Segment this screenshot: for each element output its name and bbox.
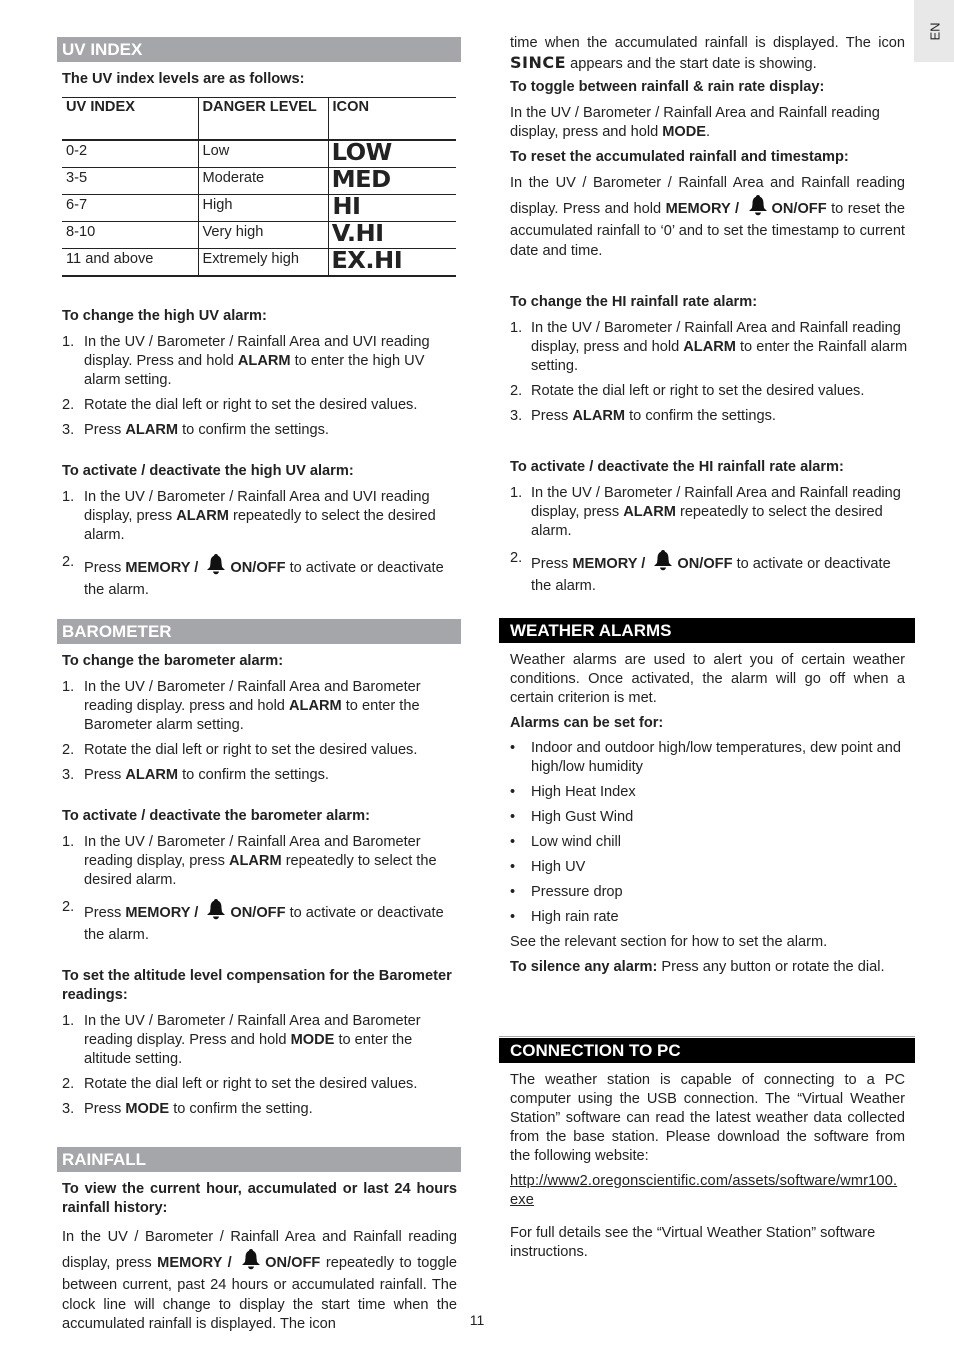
paragraph-text: Press any button or rotate the dial. xyxy=(657,959,885,975)
hi-rain-heading: To change the HI rainfall rate alarm: xyxy=(510,294,758,310)
uv-exhi-icon: EX.HI xyxy=(330,247,402,274)
step-text: In the UV / Barometer / Rainfall Area and Barometer reading display. Press and hold xyxy=(84,1013,421,1048)
uv-icon-cell xyxy=(328,167,456,194)
list-item: 2. Press MEMORY / ON/OFF to activate or deactivate the alarm. xyxy=(510,550,891,594)
list-item-text: Low wind chill xyxy=(531,834,622,850)
connection-section xyxy=(499,1036,915,1262)
list-item: 1. In the UV / Barometer / Rainfall Area and Barometer reading display. Press and hold MODE to enter the altitude setting. xyxy=(62,1013,421,1067)
uv-range: 11 and above xyxy=(62,248,198,276)
bell-icon xyxy=(652,549,674,577)
paragraph-text: appears and the start date is showing. xyxy=(566,56,817,72)
connection-note: For full details see the “Virtual Weather Station” software instructions. xyxy=(510,1225,876,1260)
uv-icon-cell xyxy=(328,248,456,276)
uv-hi-icon: HI xyxy=(331,193,360,220)
step-key: ALARM xyxy=(176,507,229,524)
silence-paragraph xyxy=(499,958,915,977)
list-item-text: High Gust Wind xyxy=(531,809,634,825)
key-label: ON/OFF xyxy=(771,200,827,217)
list-item-text: High Heat Index xyxy=(531,784,636,800)
altitude-heading: To set the altitude level compensation for the Barometer readings: xyxy=(62,968,452,1003)
uv-table xyxy=(62,97,456,277)
step-text: to activate or deactivate the alarm. xyxy=(84,905,444,943)
list-item: • Low wind chill xyxy=(510,834,622,850)
step-text: to confirm the settings. xyxy=(178,421,329,438)
uv-intro: The UV index levels are as follows: xyxy=(62,71,305,87)
list-item: 1. In the UV / Barometer / Rainfall Area and UVI reading display. Press and hold ALARM to enter the high UV alarm setting. xyxy=(62,333,430,388)
hi-rain-activate-steps xyxy=(499,484,915,596)
bell-icon xyxy=(205,553,227,581)
step-key: ALARM xyxy=(623,504,676,520)
danger-level: High xyxy=(198,194,328,221)
rainfall-title: RAINFALL xyxy=(57,1147,461,1172)
rainfall-continued-text xyxy=(499,34,915,72)
uv-icon-cell xyxy=(328,140,456,168)
bell-icon xyxy=(747,194,769,223)
barometer-section xyxy=(57,619,461,1119)
paragraph-text: time when the accumulated rainfall is displayed. The icon xyxy=(510,35,905,51)
step-text: In the UV / Barometer / Rainfall Area and UVI reading display. Press and hold xyxy=(84,333,430,369)
danger-level: Low xyxy=(198,140,328,168)
step-key: MODE xyxy=(125,1101,170,1117)
key-label: MEMORY / xyxy=(665,200,744,217)
danger-level: Very high xyxy=(198,221,328,248)
uv-activate-steps xyxy=(57,488,461,600)
step-text: In the UV / Barometer / Rainfall Area and Barometer reading display. press and hold xyxy=(84,679,421,714)
step-text: to enter the altitude setting. xyxy=(84,1032,413,1067)
since-line xyxy=(510,34,905,72)
step-key: ALARM xyxy=(125,421,179,438)
table-row xyxy=(62,194,456,221)
key-label: MEMORY / xyxy=(157,1254,238,1271)
toggle-heading: To toggle between rainfall & rain rate display: xyxy=(510,79,825,95)
step-text: In the UV / Barometer / Rainfall Area and Barometer reading display, press xyxy=(84,834,421,869)
danger-col-header: DANGER LEVEL xyxy=(198,98,328,140)
key-label: ON/OFF xyxy=(265,1254,321,1271)
silence-label: To silence any alarm: xyxy=(510,959,658,975)
reset-heading: To reset the accumulated rainfall and timestamp: xyxy=(510,149,849,165)
step-text: to confirm the settings. xyxy=(625,408,776,424)
uv-med-icon: MED xyxy=(331,166,391,193)
see-relevant-section: See the relevant section for how to set the alarm. xyxy=(510,934,828,950)
connection-paragraph: The weather station is capable of connecting to a PC computer using the USB connection. The “Virtual Weather Station” software can read the latest weather data collected from the base station. Please download the software from the following website: xyxy=(510,1072,905,1164)
step-text: repeatedly to select the desired alarm. xyxy=(84,507,436,543)
since-icon: SINCE xyxy=(510,53,567,72)
weather-alarms-section xyxy=(499,618,915,977)
step-key: ALARM xyxy=(572,408,626,424)
toggle-paragraph xyxy=(499,104,915,142)
list-item: 1. In the UV / Barometer / Rainfall Area and UVI reading display, press ALARM repeatedly to select the desired alarm. xyxy=(62,488,436,543)
language-tab xyxy=(914,0,954,62)
icon-col-header: ICON xyxy=(328,98,456,140)
rainfall-section xyxy=(57,1147,461,1335)
hi-rain-steps xyxy=(499,319,915,426)
software-link-wrap xyxy=(499,1172,915,1210)
step-key: MEMORY / xyxy=(125,905,203,921)
list-item: 3. Press ALARM to confirm the settings. xyxy=(510,408,776,424)
uv-activate-heading: To activate / deactivate the high UV alarm: xyxy=(62,462,354,479)
step-key: ON/OFF xyxy=(677,556,733,572)
list-item: 2. Rotate the dial left or right to set the desired values. xyxy=(62,1076,418,1092)
step-text: to activate or deactivate the alarm. xyxy=(531,556,891,594)
list-item: 2. Rotate the dial left or right to set the desired values. xyxy=(510,383,865,399)
table-row xyxy=(62,248,456,276)
step-text: to confirm the settings. xyxy=(178,767,329,783)
list-item: 1. In the UV / Barometer / Rainfall Area and Barometer reading display, press ALARM repeatedly to select the desired alarm. xyxy=(62,834,437,888)
paragraph-text: repeatedly to toggle between current, past 24 hours or accumulated rainfall. The clock line will change to display the start time when the accumulated rainfall is displayed. The icon xyxy=(62,1254,458,1332)
list-item-text: Pressure drop xyxy=(531,884,623,900)
list-item: 2. Press MEMORY / ON/OFF to activate or deactivate the alarm. xyxy=(62,899,444,943)
rainfall-view-heading: To view the current hour, accumulated or last 24 hours rainfall history: xyxy=(62,1181,457,1216)
uv-index-section xyxy=(57,37,461,600)
list-item: 3. Press ALARM to confirm the settings. xyxy=(62,767,329,783)
step-text: repeatedly to select the desired alarm. xyxy=(84,853,437,888)
step-text: In the UV / Barometer / Rainfall Area and Rainfall reading display, press and hold xyxy=(531,320,901,355)
weather-alarms-intro: Weather alarms are used to alert you of certain weather conditions. Once activated, the alarm will go off when a certain criterion is met. xyxy=(510,652,905,706)
list-item: 1. In the UV / Barometer / Rainfall Area and Barometer reading display. press and hold ALARM to enter the Barometer alarm setting. xyxy=(62,679,421,733)
list-item: 2. Rotate the dial left or right to set the desired values. xyxy=(62,396,418,413)
hi-rain-activate-heading: To activate / deactivate the HI rainfall rate alarm: xyxy=(510,459,844,475)
list-item: • Pressure drop xyxy=(510,884,623,900)
uv-range: 8-10 xyxy=(62,221,198,248)
altitude-steps xyxy=(57,1012,461,1119)
barometer-change-steps xyxy=(57,678,461,785)
step-key: ON/OFF xyxy=(230,559,286,576)
step-text: to enter the high UV alarm setting. xyxy=(84,352,425,388)
step-text: to confirm the setting. xyxy=(169,1101,313,1117)
step-text: repeatedly to select the desired alarm. xyxy=(531,504,883,539)
paragraph-text: In the UV / Barometer / Rainfall Area and Rainfall reading display, press xyxy=(62,1229,457,1271)
list-item: • High UV xyxy=(510,859,586,875)
uv-table-header xyxy=(62,98,456,140)
step-key: ALARM xyxy=(237,352,291,369)
list-item: • Indoor and outdoor high/low temperatures, dew point and high/low humidity xyxy=(510,740,901,775)
software-download-link[interactable]: http://www2.oregonscientific.com/assets/software/wmr100.exe xyxy=(510,1173,898,1208)
step-text: Rotate the dial left or right to set the desired values. xyxy=(84,1076,418,1092)
divider xyxy=(499,1036,915,1037)
step-text: to enter the Rainfall alarm setting. xyxy=(531,339,908,374)
reset-paragraph xyxy=(499,174,915,261)
list-item: • High Gust Wind xyxy=(510,809,634,825)
list-item: 1. In the UV / Barometer / Rainfall Area and Rainfall reading display, press ALARM repeatedly to select the desired alarm. xyxy=(510,485,901,539)
page-number: 11 xyxy=(469,1312,485,1328)
uv-index-title: UV INDEX xyxy=(57,37,461,62)
step-text: Rotate the dial left or right to set the desired values. xyxy=(531,383,865,399)
list-item: • High rain rate xyxy=(510,909,619,925)
table-row xyxy=(62,221,456,248)
uv-range: 3-5 xyxy=(62,167,198,194)
list-item: 3. Press ALARM to confirm the settings. xyxy=(62,421,329,438)
list-item-text: High UV xyxy=(531,859,586,875)
alarms-set-heading: Alarms can be set for: xyxy=(510,715,664,731)
list-item: • High Heat Index xyxy=(510,784,636,800)
step-text: Press xyxy=(84,559,126,576)
danger-level: Moderate xyxy=(198,167,328,194)
step-key: MODE xyxy=(290,1032,335,1048)
step-text: In the UV / Barometer / Rainfall Area and UVI reading display, press xyxy=(84,488,430,524)
barometer-activate-heading: To activate / deactivate the barometer alarm: xyxy=(62,808,370,824)
uv-change-steps xyxy=(57,333,461,440)
paragraph-text: In the UV / Barometer / Rainfall Area and Rainfall reading display, press and hold xyxy=(510,105,880,140)
list-item: 1. In the UV / Barometer / Rainfall Area and Rainfall reading display, press and hold ALARM to enter the Rainfall alarm setting. xyxy=(510,320,908,374)
barometer-change-heading: To change the barometer alarm: xyxy=(62,653,284,669)
danger-level: Extremely high xyxy=(198,248,328,276)
paragraph-text: . xyxy=(706,124,711,140)
connection-title: CONNECTION TO PC xyxy=(499,1038,915,1063)
paragraph-text: to reset the accumulated rainfall to ‘0’ and to set the timestamp to current date and time. xyxy=(510,200,905,259)
step-key: ON/OFF xyxy=(230,905,286,921)
uv-vhi-icon: V.HI xyxy=(331,220,384,247)
uv-icon-cell xyxy=(328,194,456,221)
step-text: Press xyxy=(531,556,573,572)
list-item-text: Indoor and outdoor high/low temperatures, dew point and high/low humidity xyxy=(531,740,901,775)
key-label: MODE xyxy=(662,124,707,140)
step-key: ALARM xyxy=(683,339,736,355)
step-key: ALARM xyxy=(125,767,179,783)
step-text: to activate or deactivate the alarm. xyxy=(84,559,444,598)
step-key: ALARM xyxy=(228,853,282,869)
uv-range: 6-7 xyxy=(62,194,198,221)
uv-col-header: UV INDEX xyxy=(62,98,198,140)
uv-low-icon: LOW xyxy=(331,139,392,166)
barometer-title: BAROMETER xyxy=(57,619,461,644)
step-text: Press xyxy=(84,767,126,783)
bell-icon xyxy=(240,1248,262,1277)
barometer-activate-steps xyxy=(57,833,461,945)
step-key: ALARM xyxy=(288,698,342,714)
uv-change-heading: To change the high UV alarm: xyxy=(62,307,267,324)
step-text: Rotate the dial left or right to set the desired values. xyxy=(84,396,418,413)
list-item: 2. Press MEMORY / ON/OFF to activate or deactivate the alarm. xyxy=(62,553,444,598)
step-text: Press xyxy=(84,1101,126,1117)
rainfall-continued xyxy=(499,34,915,596)
list-item: 3. Press MODE to confirm the setting. xyxy=(62,1101,313,1117)
uv-icon-cell xyxy=(328,221,456,248)
step-text: Press xyxy=(531,408,573,424)
uv-range: 0-2 xyxy=(62,140,198,168)
paragraph-text: In the UV / Barometer / Rainfall Area and Rainfall reading display. Press and hold xyxy=(510,175,905,217)
step-key: MEMORY / xyxy=(572,556,650,572)
alarm-types-list xyxy=(499,739,915,927)
table-row xyxy=(62,140,456,168)
table-row xyxy=(62,167,456,194)
step-text: Rotate the dial left or right to set the desired values. xyxy=(84,742,418,758)
bell-icon xyxy=(205,898,227,926)
step-text: to enter the Barometer alarm setting. xyxy=(84,698,420,733)
list-item-text: High rain rate xyxy=(531,909,619,925)
weather-alarms-title: WEATHER ALARMS xyxy=(499,618,915,643)
step-key: MEMORY / xyxy=(125,559,203,576)
step-text: Press xyxy=(84,905,126,921)
language-tab-label: EN xyxy=(927,22,943,41)
step-text: Press xyxy=(84,421,126,438)
list-item: 2. Rotate the dial left or right to set the desired values. xyxy=(62,742,418,758)
step-text: In the UV / Barometer / Rainfall Area and Rainfall reading display, press xyxy=(531,485,901,520)
